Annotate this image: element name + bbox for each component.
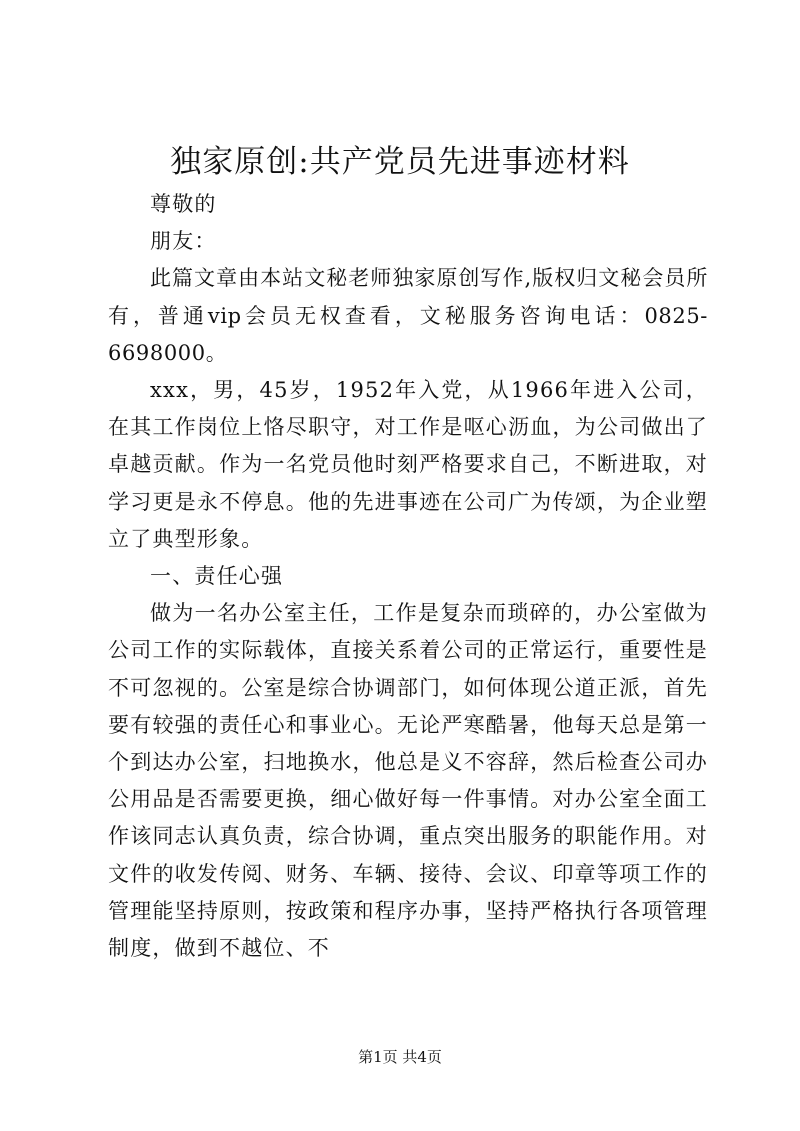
copyright-notice-paragraph: 此篇文章由本站文秘老师独家原创写作,版权归文秘会员所有，普通vip会员无权查看，文秘服务咨询电话：0825-6698000。 <box>108 266 708 365</box>
intro-paragraph: xxx，男，45岁，1952年入党，从1966年进入公司，在其工作岗位上恪尽职守，对工作是呕心沥血，为公司做出了卓越贡献。作为一名党员他时刻严格要求自己，不断进取，对学习更是永不停息。他的先进事迹在公司广为传颂，为企业塑立了典型形象。 <box>108 378 708 551</box>
salutation-line-1: 尊敬的 <box>150 192 217 216</box>
document-body <box>108 186 708 967</box>
page-footer <box>0 1046 800 1068</box>
section-paragraph: 做为一名办公室主任，工作是复杂而琐碎的，办公室做为公司工作的实际载体，直接关系着公司的正常运行，重要性是不可忽视的。公室是综合协调部门，如何体现公道正派，首先要有较强的责任心和事业心。无论严寒酷暑，他每天总是第一个到达办公室，扫地换水，他总是义不容辞，然后检查公司办公用品是否需要更换，细心做好每一件事情。对办公室全面工作该同志认真负责，综合协调，重点突出服务的职能作用。对文件的收发传阅、财务、车辆、接待、会议、印章等项工作的管理能坚持原则，按政策和程序办事，坚持严格执行各项管理制度，做到不越位、不 <box>108 601 708 961</box>
section-heading: 一、责任心强 <box>150 564 284 589</box>
salutation-line-2: 朋友： <box>150 229 217 254</box>
document-title: 独家原创:共产党员先进事迹材料 <box>170 144 630 180</box>
page-number-label: 第1页 共4页 <box>358 1048 442 1066</box>
